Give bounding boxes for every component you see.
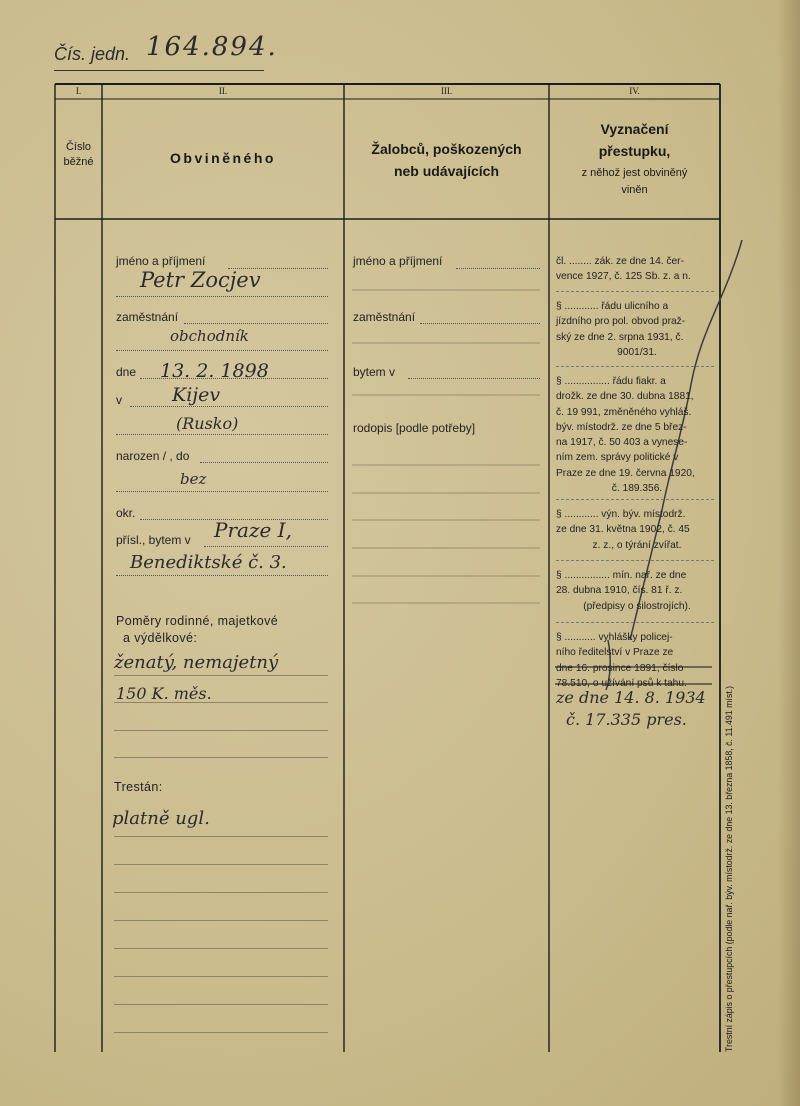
accused-born-value: bez xyxy=(180,470,207,488)
col1-header-line1: Číslo xyxy=(65,141,92,153)
col2-header: Obviněného xyxy=(170,150,276,166)
accused-place-value: Kijev xyxy=(172,384,221,406)
file-number-label: Čís. jedn. xyxy=(54,44,131,64)
circumstances-label-1: Poměry rodinné, majetkové xyxy=(116,614,279,628)
accused-date-value: 13. 2. 1898 xyxy=(160,360,269,382)
accused-residence-label: přísl., bytem v xyxy=(116,533,191,547)
col3-header-line2: neb udávajících xyxy=(393,163,500,179)
accused-occupation-value: obchodník xyxy=(170,327,249,345)
offense-provision-3: § ................ řádu fiakr. a drožk. ze dne 30. dubna 1881, č. 19 991, změněného vyhláš. býv. místodrž. ze dne 5 břez- na 1917, č. 50 403 a vynese- ním zem. správy politické v Praze ze dne 19. června 1920, č. 189.356. xyxy=(556,376,695,495)
complainant-name-label: jméno a příjmení xyxy=(353,254,443,268)
accused-name-label: jméno a příjmení xyxy=(116,254,206,268)
complainant-occupation-label: zaměstnání xyxy=(353,310,416,324)
col1-header-line2: běžné xyxy=(63,156,94,168)
accused-place-label: v xyxy=(116,393,122,407)
circumstances-label-2: a výdělkové: xyxy=(123,631,198,645)
col2-numeral: II. xyxy=(218,86,228,96)
complainant-bio-label: rodopis [podle potřeby] xyxy=(353,421,476,435)
file-number-value: 164.894. xyxy=(146,32,278,62)
accused-residence-value: Praze I, xyxy=(214,518,292,542)
col4-header-line1: Vyznačení xyxy=(600,121,669,137)
accused-place-note: (Rusko) xyxy=(176,414,239,433)
circumstances-value-1: ženatý, nemajetný xyxy=(114,652,279,673)
circumstances-value-2: 150 K. měs. xyxy=(116,684,212,703)
punished-value: platně ugl. xyxy=(112,808,210,829)
col4-numeral: IV. xyxy=(629,86,640,96)
complainant-residence-label: bytem v xyxy=(353,365,396,379)
col4-header-line3: z něhož jest obviněný xyxy=(581,167,688,179)
accused-address-value: Benediktské č. 3. xyxy=(130,552,287,573)
col3-numeral: III. xyxy=(440,86,453,96)
col3-header xyxy=(344,138,549,182)
accused-district-label: okr. xyxy=(116,506,136,520)
accused-date-label: dne xyxy=(116,365,137,379)
accused-name-value: Petr Zocjev xyxy=(140,268,261,292)
offense-provision-5: § ................ mín. nař. ze dne 28. dubna 1910, čís. 81 ř. z. (předpisy o silostrojích). xyxy=(556,570,691,612)
offense-provision-6: § ........... vyhlášky policej- ního ředitelství v Praze ze dne 16. prosince 1891, číslo 78.510, o užívání psů k tahu. xyxy=(556,632,687,689)
col4-header-line4: viněn xyxy=(621,184,648,196)
col3-header-line1: Žalobců, poškozených xyxy=(371,141,522,157)
col1-numeral: I. xyxy=(75,86,82,96)
form-side-note: Trestní zápis o přestupcích (podle nař. býv. místodrž. ze dne 13. března 1858, č. 11.491 míst.) xyxy=(724,685,734,1052)
punished-label: Trestán: xyxy=(114,780,163,794)
col1-header xyxy=(55,140,102,170)
offense-handwritten-number: č. 17.335 pres. xyxy=(566,710,687,729)
offense-handwritten-date: ze dne 14. 8. 1934 xyxy=(556,688,706,707)
offense-provision-1: čl. ........ zák. ze dne 14. čer- vence 1927, č. 125 Sb. z. a n. xyxy=(556,256,691,283)
accused-born-label: narozen / , do xyxy=(116,449,190,463)
offense-provision-4: § ............ výn. býv. místodrž. ze dne 31. května 1902, č. 45 z. z., o týrání zvířat. xyxy=(556,509,690,551)
accused-occupation-label: zaměstnání xyxy=(116,310,179,324)
col4-header-line2: přestupku, xyxy=(598,143,671,159)
offense-provision-2: § ............ řádu ulicního a jízdního pro pol. obvod praž- ský ze dne 2. srpna 1931, č. 9001/31. xyxy=(556,301,686,358)
col4-header xyxy=(549,118,720,198)
